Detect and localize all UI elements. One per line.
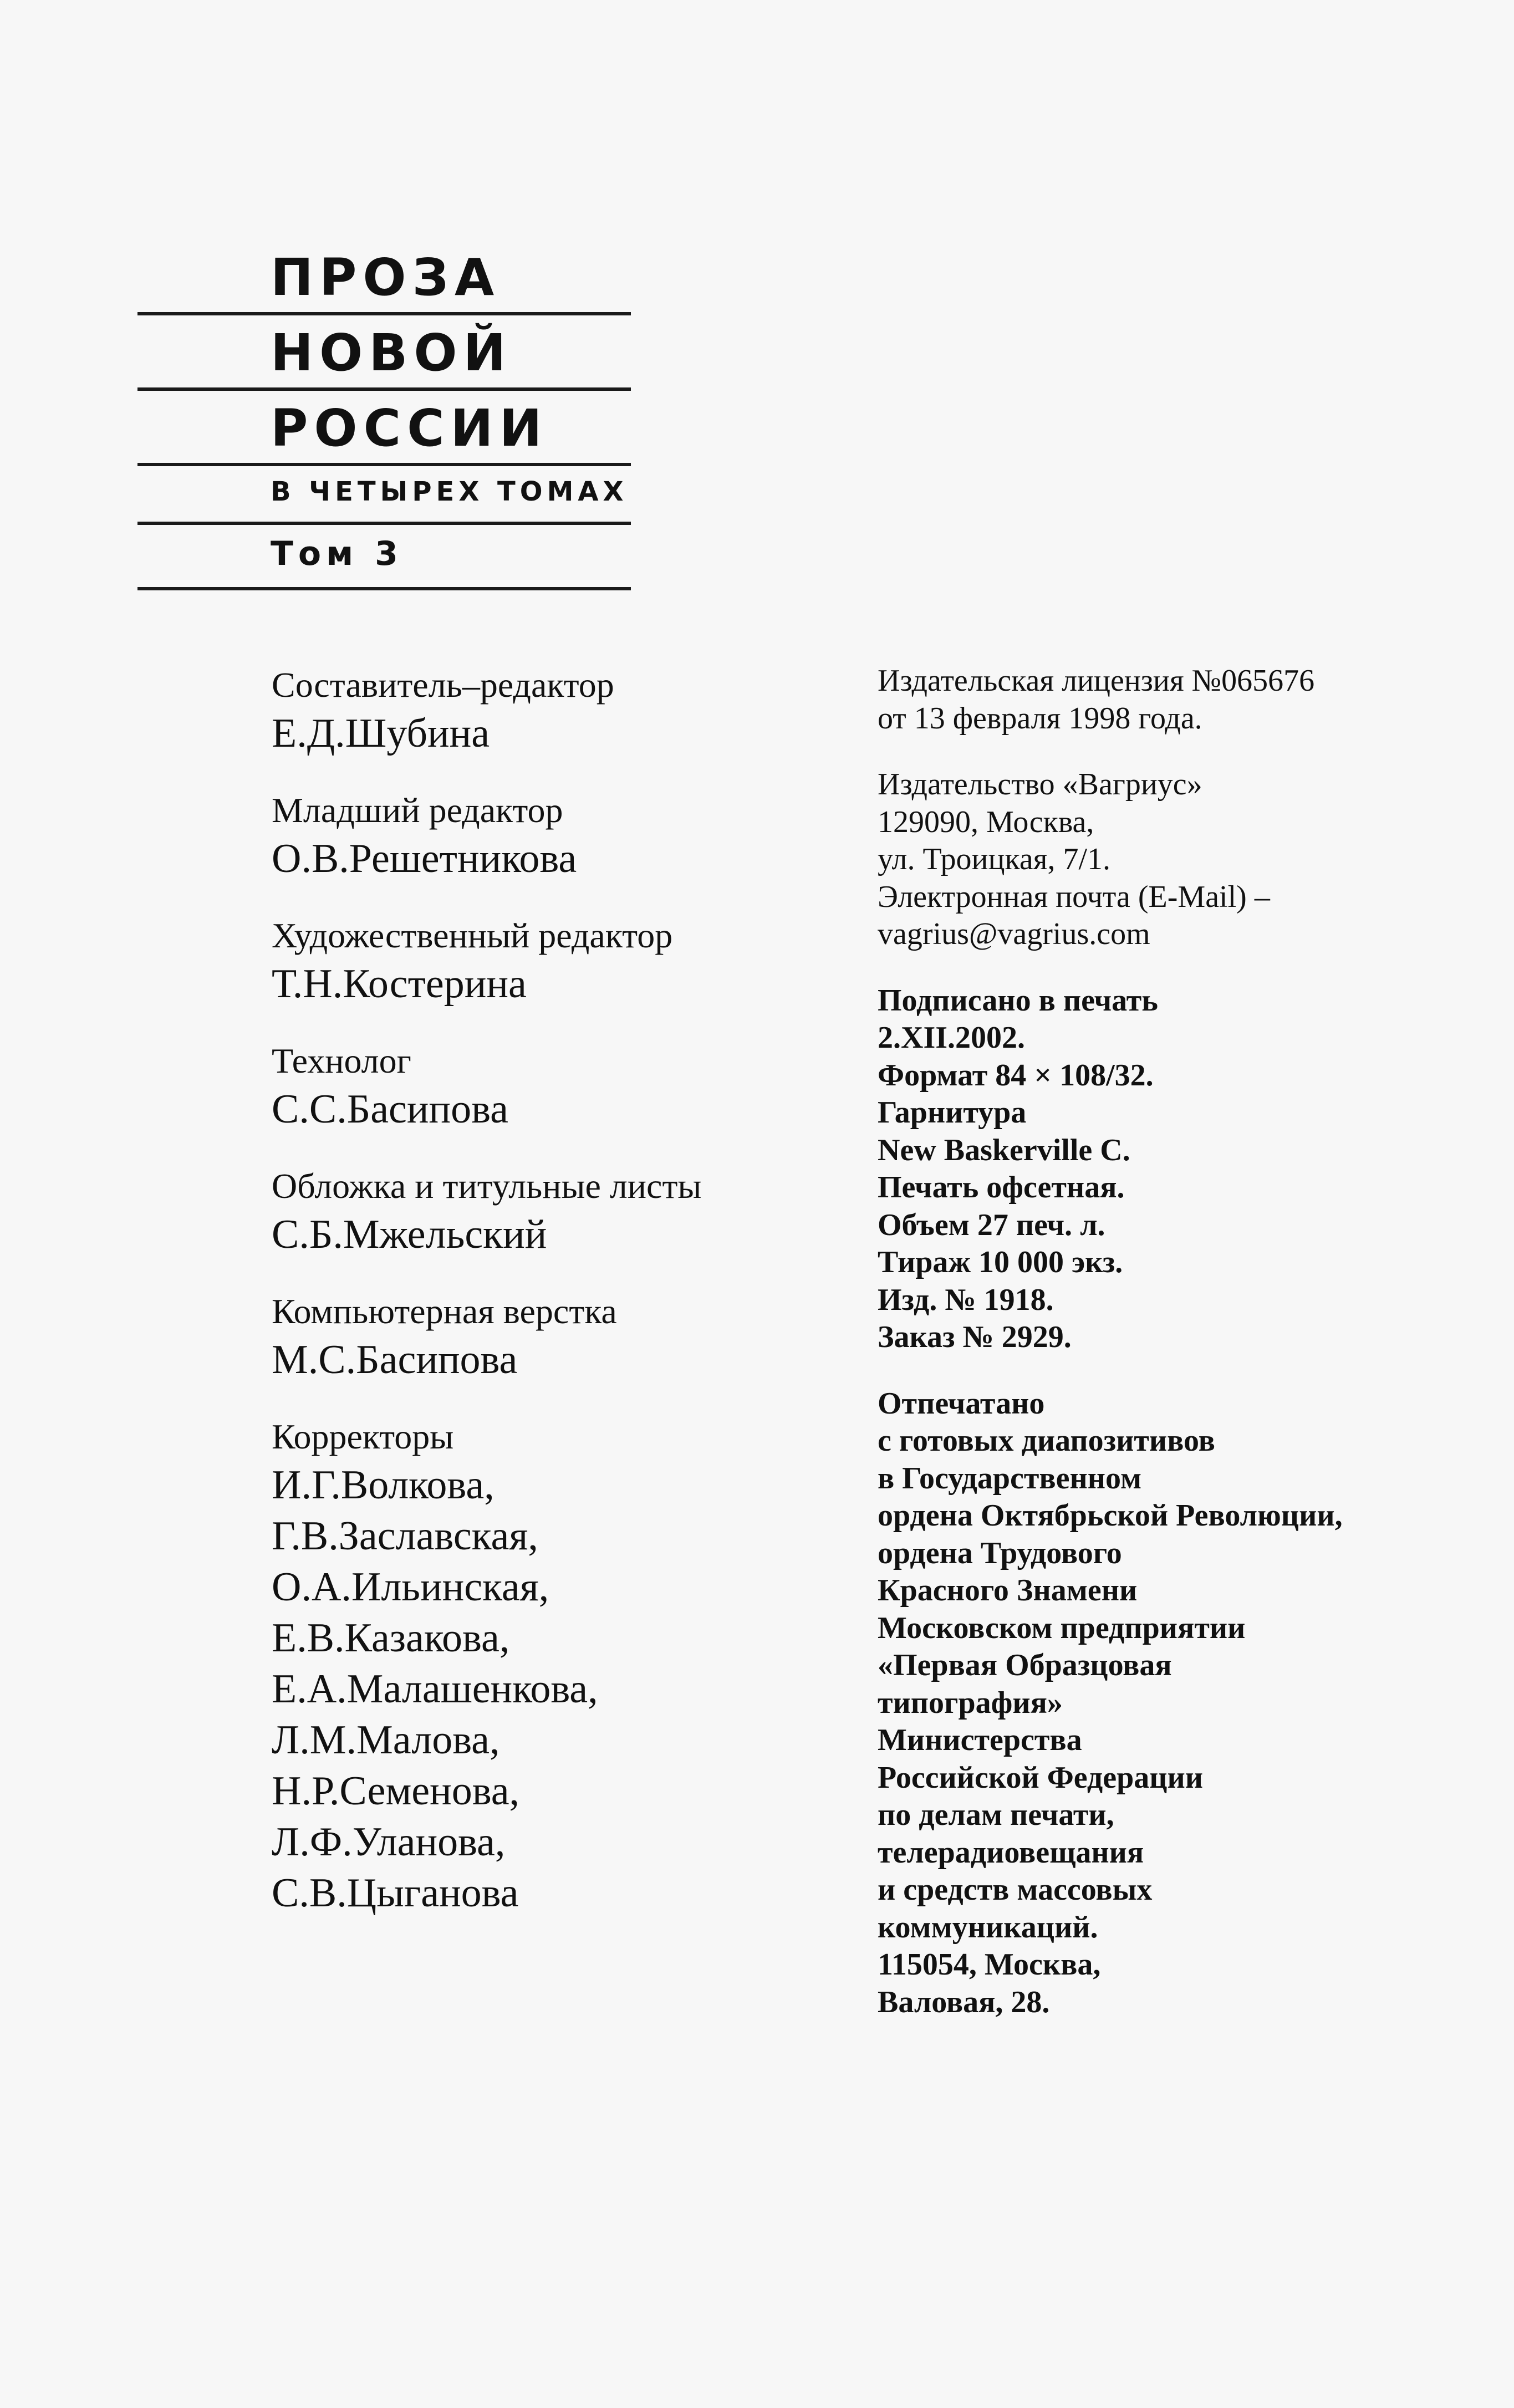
- imprint-line: Издательство «Вагриус»: [878, 767, 1202, 802]
- imprint-line: 129090, Москва,: [878, 804, 1094, 839]
- credit-name: О.А.Ильинская,: [272, 1564, 549, 1610]
- imprint-line: Издательская лицензия №065676: [878, 664, 1315, 698]
- imprint-line: Электронная почта (E-Mail) –: [878, 879, 1270, 914]
- credit-role: Компьютерная верстка: [272, 1292, 617, 1331]
- license-block: [878, 662, 1498, 737]
- credit-name: Е.Д.Шубина: [272, 711, 490, 756]
- credit-name: Т.Н.Костерина: [272, 961, 527, 1007]
- imprint-line: Объем 27 печ. л.: [878, 1207, 1105, 1242]
- imprint-line: Российской Федерации: [878, 1760, 1204, 1795]
- imprint-line: Печать офсетная.: [878, 1170, 1125, 1205]
- credit-name: О.В.Решетникова: [272, 836, 577, 881]
- imprint-line: и средств массовых: [878, 1873, 1153, 1907]
- credit-role: Художественный редактор: [272, 916, 673, 955]
- series-title-line-1: ПРОЗА: [271, 248, 501, 307]
- imprint-line: с готовых диапозитивов: [878, 1424, 1215, 1458]
- publisher-block: [878, 766, 1498, 953]
- credit-role: Младший редактор: [272, 790, 563, 830]
- imprint-line: Валовая, 28.: [878, 1984, 1050, 2019]
- credit-role: Составитель–редактор: [272, 665, 614, 705]
- imprint-line: ул. Троицкая, 7/1.: [878, 842, 1111, 876]
- credit-name: Е.В.Казакова,: [272, 1615, 510, 1661]
- imprint-line: в Государственном: [878, 1461, 1142, 1496]
- imprint-line: телерадиовещания: [878, 1835, 1144, 1870]
- imprint-line: Московском предприятии: [878, 1610, 1246, 1645]
- divider-rule: [137, 312, 631, 315]
- divider-rule: [137, 463, 631, 466]
- imprint-line: 115054, Москва,: [878, 1947, 1101, 1982]
- divider-rule: [137, 387, 631, 391]
- credit-block: [272, 1414, 826, 1919]
- credit-name: Л.М.Малова,: [272, 1717, 500, 1763]
- credit-name: Л.Ф.Уланова,: [272, 1819, 506, 1865]
- series-title-line-3: РОССИИ: [271, 399, 548, 458]
- divider-rule: [137, 587, 631, 590]
- imprint-line: Формат 84 × 108/32.: [878, 1058, 1154, 1093]
- printer-block: [878, 1385, 1498, 2022]
- credit-block: [272, 1038, 826, 1135]
- print-specs-block: [878, 982, 1498, 1356]
- imprint-line: Подписано в печать: [878, 983, 1158, 1018]
- credit-name: С.С.Басипова: [272, 1086, 508, 1132]
- imprint-line: 2.XII.2002.: [878, 1021, 1026, 1055]
- imprint-line: New Baskerville C.: [878, 1132, 1130, 1167]
- series-header: [137, 248, 631, 603]
- imprint-line: Отпечатано: [878, 1386, 1045, 1421]
- credit-name: С.В.Цыганова: [272, 1870, 519, 1916]
- imprint-line: Изд. № 1918.: [878, 1282, 1054, 1317]
- imprint-line: типография»: [878, 1685, 1063, 1720]
- credit-role: Обложка и титульные листы: [272, 1166, 702, 1206]
- credit-block: [272, 1289, 826, 1385]
- imprint-line: Тираж 10 000 экз.: [878, 1245, 1123, 1279]
- imprint-line: «Первая Образцовая: [878, 1648, 1172, 1682]
- series-title-line-2: НОВОЙ: [271, 323, 512, 382]
- imprint-line: по делам печати,: [878, 1798, 1114, 1832]
- imprint-line: Министерства: [878, 1723, 1082, 1757]
- imprint-line: vagrius@vagrius.com: [878, 917, 1150, 951]
- series-subtitle: В ЧЕТЫРЕХ ТОМАХ: [271, 476, 628, 507]
- imprint-line: Красного Знамени: [878, 1573, 1138, 1608]
- credit-role: Технолог: [272, 1041, 411, 1080]
- credit-name: Г.В.Заславская,: [272, 1513, 538, 1559]
- imprint-line: коммуникаций.: [878, 1910, 1098, 1945]
- credit-name: Н.Р.Семенова,: [272, 1768, 520, 1814]
- credit-name: М.С.Басипова: [272, 1337, 518, 1382]
- imprint-line: Гарнитура: [878, 1095, 1027, 1130]
- credit-block: [272, 662, 826, 759]
- imprint-line: ордена Октябрьской Революции,: [878, 1498, 1343, 1533]
- imprint-column: [878, 662, 1498, 2021]
- credit-role: Корректоры: [272, 1417, 454, 1456]
- credit-block: [272, 913, 826, 1009]
- imprint-line: Заказ № 2929.: [878, 1320, 1072, 1354]
- credit-name: Е.А.Малашенкова,: [272, 1666, 598, 1712]
- credit-name: И.Г.Волкова,: [272, 1462, 495, 1508]
- credits-column: [272, 662, 826, 1919]
- imprint-line: от 13 февраля 1998 года.: [878, 701, 1202, 736]
- imprint-line: ордена Трудового: [878, 1535, 1122, 1570]
- credit-block: [272, 1164, 826, 1260]
- divider-rule: [137, 522, 631, 525]
- credit-name: С.Б.Мжельский: [272, 1212, 547, 1257]
- credit-block: [272, 788, 826, 884]
- volume-label: Том 3: [271, 534, 403, 573]
